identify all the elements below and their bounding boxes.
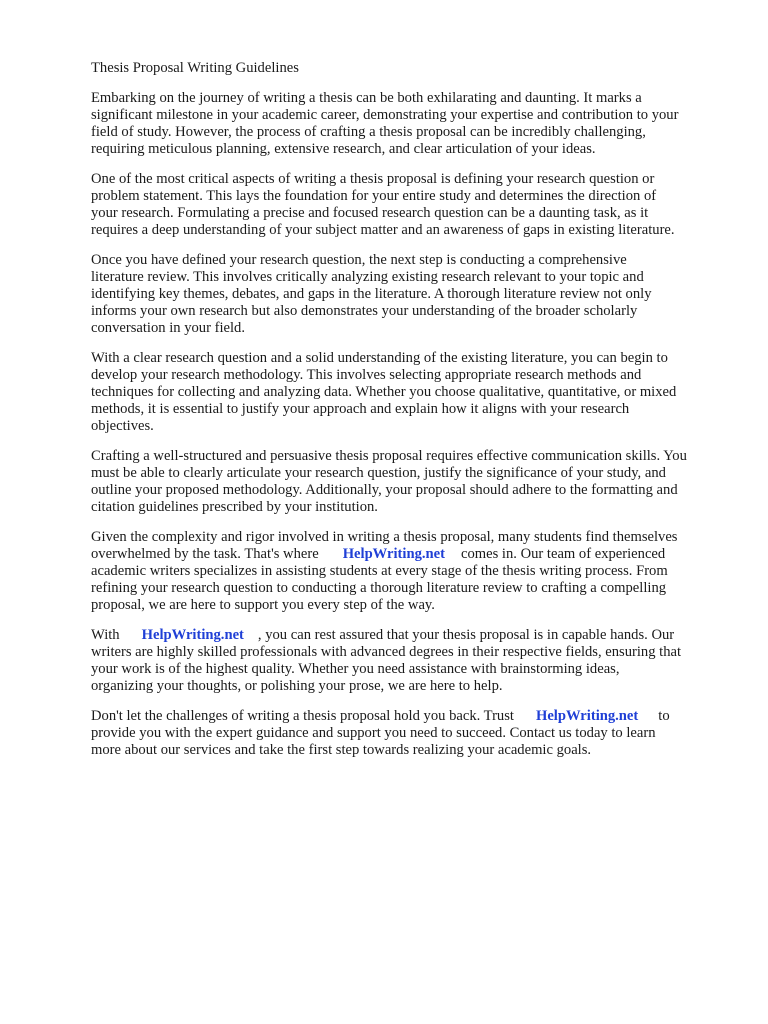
text-segment: to [658, 708, 670, 724]
text-segment: Don't let the challenges of writing a thesis proposal hold you back. Trust [91, 708, 514, 724]
text-line: Given the complexity and rigor involved in writing a thesis proposal, many students find themselves [91, 529, 678, 545]
paragraph-communication [91, 448, 731, 516]
text-line: identifying key themes, debates, and gaps in the literature. A thorough literature review not only [91, 286, 652, 302]
text-line [91, 546, 731, 563]
text-line: methods, it is essential to justify your approach and explain how it aligns with your research [91, 401, 630, 417]
text-line: writers are highly skilled professionals with advanced degrees in their respective fields, ensuring that [91, 644, 682, 660]
text-line: requiring meticulous planning, extensive research, and clear articulation of your ideas. [91, 141, 596, 157]
text-line: more about our services and take the first step towards realizing your academic goals. [91, 742, 592, 758]
paragraph-intro [91, 90, 731, 158]
text-line: your research. Formulating a precise and focused research question can be a daunting task, as it [91, 205, 649, 221]
paragraph-call-to-action [91, 708, 731, 759]
helpwriting-link[interactable]: HelpWriting.net [342, 546, 445, 562]
helpwriting-link[interactable]: HelpWriting.net [141, 627, 244, 643]
text-line: academic writers specializes in assisting students at every stage of the thesis writing process. From [91, 563, 668, 579]
text-line: Crafting a well-structured and persuasive thesis proposal requires effective communication skills. You [91, 448, 687, 464]
text-line: requires a deep understanding of your subject matter and an awareness of gaps in existing literature. [91, 222, 675, 238]
text-line: One of the most critical aspects of writing a thesis proposal is defining your research question or [91, 171, 655, 187]
text-segment: With [91, 627, 120, 643]
text-line: provide you with the expert guidance and support you need to succeed. Contact us today to learn [91, 725, 656, 741]
text-line [91, 627, 731, 644]
text-line: citation guidelines prescribed by your institution. [91, 499, 378, 515]
paragraph-research-question [91, 171, 731, 239]
document-page [91, 60, 731, 772]
text-line: outline your proposed methodology. Additionally, your proposal should adhere to the formatting and [91, 482, 678, 498]
text-line: literature review. This involves critically analyzing existing research relevant to your topic and [91, 269, 644, 285]
text-line [91, 708, 731, 725]
text-segment: , you can rest assured that your thesis proposal is in capable hands. Our [257, 627, 675, 643]
text-line: informs your own research but also demonstrates your understanding of the broader scholarly [91, 303, 638, 319]
text-line: Embarking on the journey of writing a thesis can be both exhilarating and daunting. It marks a [91, 90, 642, 106]
text-line: your work is of the highest quality. Whether you need assistance with brainstorming ideas, [91, 661, 620, 677]
helpwriting-link[interactable]: HelpWriting.net [535, 708, 639, 724]
text-line: refining your research question to conducting a thorough literature review to crafting a compelling [91, 580, 667, 596]
text-line: With a clear research question and a solid understanding of the existing literature, you can begin to [91, 350, 668, 366]
text-line: field of study. However, the process of crafting a thesis proposal can be incredibly challenging, [91, 124, 646, 140]
text-line: must be able to clearly articulate your research question, justify the significance of your study, and [91, 465, 666, 481]
text-line: Once you have defined your research question, the next step is conducting a comprehensive [91, 252, 627, 268]
paragraph-literature-review [91, 252, 731, 337]
paragraph-methodology [91, 350, 731, 435]
text-segment: overwhelmed by the task. That's where [91, 546, 319, 562]
text-segment: comes in. Our team of experienced [460, 546, 666, 562]
text-line: objectives. [91, 418, 154, 434]
text-line: develop your research methodology. This involves selecting appropriate research methods and [91, 367, 642, 383]
text-line: proposal, we are here to support you every step of the way. [91, 597, 435, 613]
paragraph-service-assurance [91, 627, 731, 695]
document-title: Thesis Proposal Writing Guidelines [91, 60, 299, 76]
text-line: organizing your thoughts, or polishing your prose, we are here to help. [91, 678, 503, 694]
paragraph-service-intro [91, 529, 731, 614]
text-line: conversation in your field. [91, 320, 246, 336]
text-line: problem statement. This lays the foundation for your entire study and determines the direction of [91, 188, 657, 204]
text-line: techniques for collecting and analyzing data. Whether you choose qualitative, quantitative, or mixed [91, 384, 677, 400]
text-line: significant milestone in your academic career, demonstrating your expertise and contribution to your [91, 107, 679, 123]
